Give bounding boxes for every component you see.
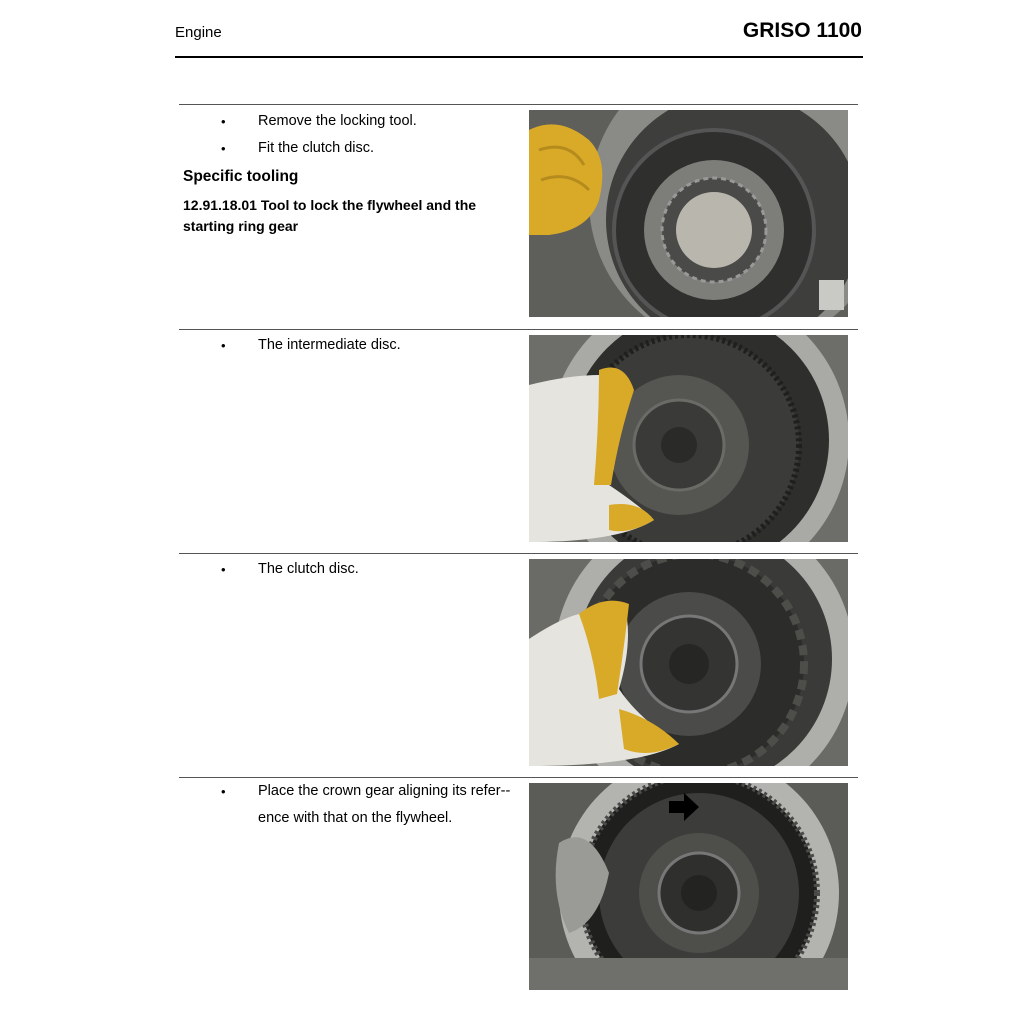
- header-rule: [175, 56, 863, 58]
- step-text-2: [179, 330, 524, 554]
- bullet-text: Place the crown gear aligning its refer-ence with that on the flywheel.: [258, 783, 511, 826]
- list-item: [179, 556, 524, 583]
- clutch-disc-photo: [529, 110, 848, 317]
- bullet-list: [179, 108, 524, 162]
- bullet-list: [179, 332, 524, 359]
- bullet-icon: •: [221, 338, 226, 353]
- bullet-text: Fit the clutch disc.: [258, 140, 375, 156]
- bullet-list: [179, 556, 524, 583]
- bullet-text: The intermediate disc.: [258, 337, 401, 353]
- intermediate-disc-photo: [529, 335, 848, 542]
- bullet-list: [179, 778, 524, 832]
- step-text-4: [179, 778, 524, 1002]
- section-title: Engine: [175, 24, 222, 41]
- model-title: GRISO 1100: [742, 19, 862, 42]
- tool-reference: 12.91.18.01 Tool to lock the flywheel and the starting ring gear: [183, 197, 477, 234]
- crown-gear-photo: [529, 783, 848, 990]
- list-item: [179, 778, 524, 832]
- step-text-3: [179, 554, 524, 778]
- list-item: [179, 332, 524, 359]
- step-section-4: [179, 777, 858, 1002]
- step-text-1: [179, 105, 524, 329]
- bullet-text: Remove the locking tool.: [258, 113, 417, 129]
- step-section-3: [179, 553, 858, 778]
- list-item: [179, 108, 524, 135]
- bullet-icon: •: [221, 114, 226, 129]
- bullet-text: The clutch disc.: [258, 561, 359, 577]
- bullet-icon: •: [221, 141, 226, 156]
- specific-tooling-heading: Specific tooling: [183, 168, 299, 185]
- list-item: [179, 135, 524, 162]
- step-section-1: [179, 104, 858, 329]
- step-section-2: [179, 329, 858, 554]
- bullet-icon: •: [221, 784, 226, 799]
- bullet-icon: •: [221, 562, 226, 577]
- clutch-disc-installed-photo: [529, 559, 848, 766]
